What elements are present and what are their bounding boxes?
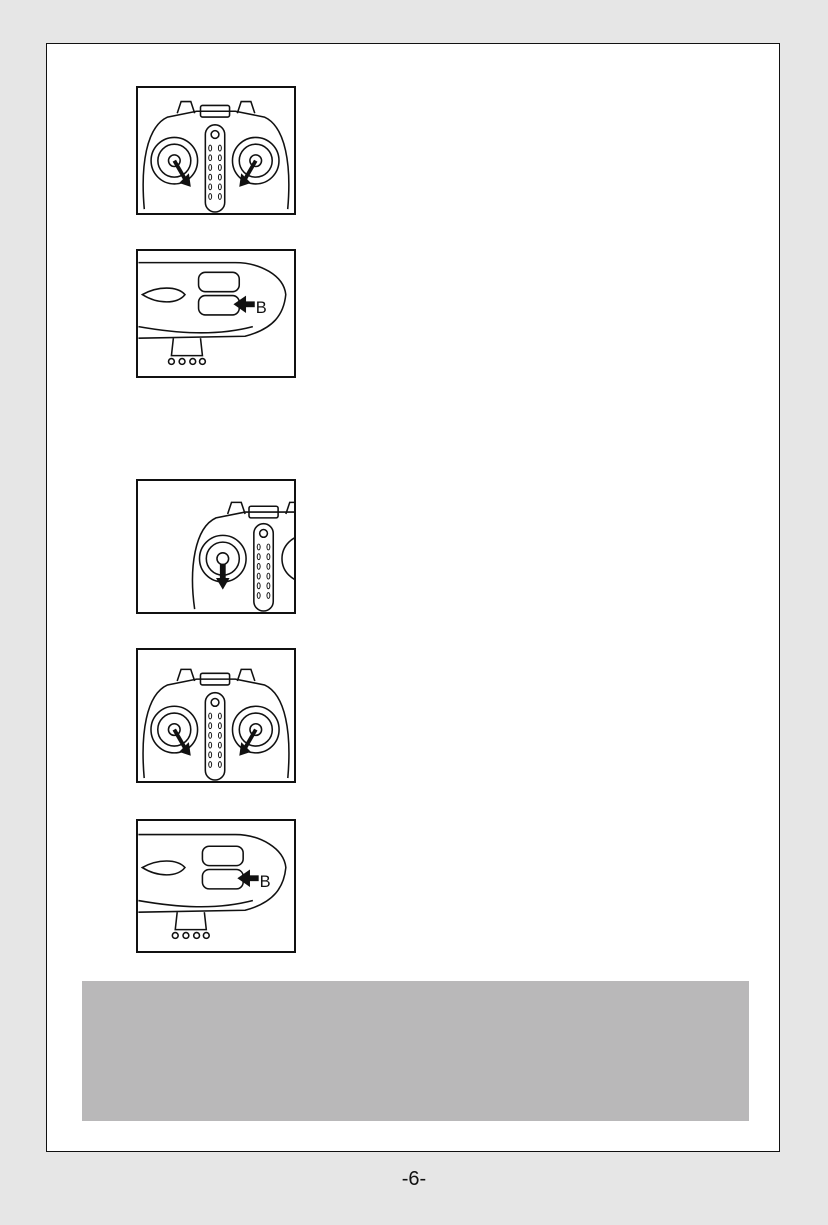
side-view-figure-2 (136, 819, 296, 953)
controller-both-sticks-illustration-2 (138, 650, 294, 781)
page-number: -6- (401, 1168, 427, 1190)
manual-page (46, 43, 780, 1152)
side-view-illustration-2 (138, 821, 294, 951)
controller-figure-1 (136, 86, 296, 215)
side-view-figure-1 (136, 249, 296, 378)
controller-figure-3 (136, 648, 296, 783)
controller-figure-2 (136, 479, 296, 614)
button-b-callout-2: B (259, 872, 271, 891)
button-b-callout: B (255, 299, 267, 318)
controller-left-stick-illustration (138, 481, 294, 612)
note-box (82, 981, 749, 1121)
side-view-illustration (138, 251, 294, 376)
controller-both-sticks-illustration (138, 88, 294, 213)
